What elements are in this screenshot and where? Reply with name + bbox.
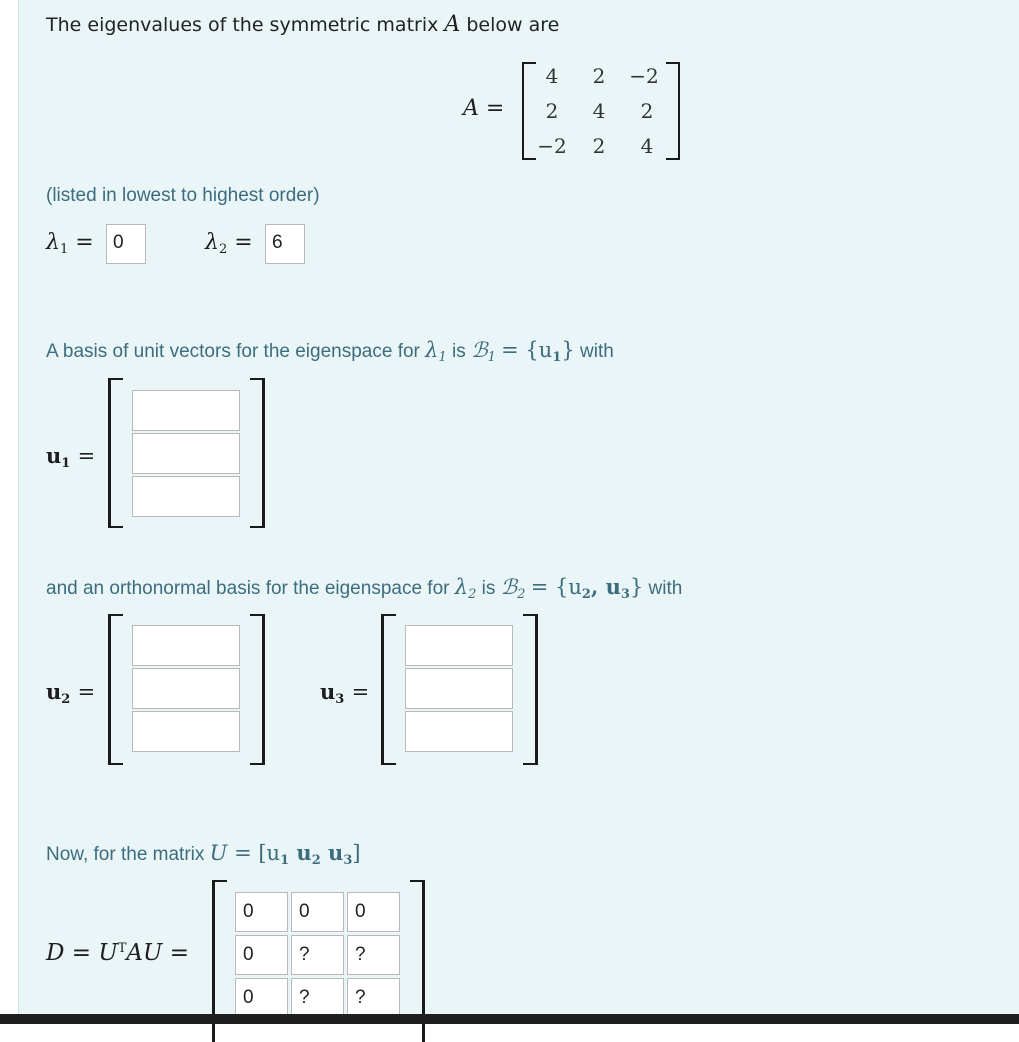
lambda1-label — [46, 230, 94, 255]
intro-sentence: The eigenvalues of the symmetric matrix — [46, 14, 439, 36]
u2-left-bracket — [108, 614, 123, 765]
matrix-d-label: $D = U^TAU$ = — [46, 940, 189, 966]
matrix-a-cell: 2 — [545, 99, 559, 123]
u3-label: u3 = — [320, 679, 370, 707]
basis2-sentence — [46, 574, 682, 600]
u1-entry-3[interactable] — [132, 476, 240, 517]
u2-entry-1[interactable] — [132, 625, 240, 666]
u1-left-bracket — [108, 378, 123, 528]
u2-entry-3[interactable] — [132, 711, 240, 752]
intro-after: below are — [466, 14, 560, 36]
matrix-a-cell: 2 — [592, 64, 606, 88]
lambda-subscript: 2 — [218, 242, 228, 257]
basis2-text: and an orthonormal basis for the eigenspace for — [46, 578, 450, 599]
d-entry-1-2[interactable]: 0 — [291, 892, 344, 932]
u2-label: u2 = — [46, 679, 96, 707]
lambda-symbol: λ1 — [425, 338, 447, 365]
basis-set: = {u2, u3} — [530, 574, 644, 602]
basis-set: = {u1} — [501, 338, 575, 365]
d-entry-2-2[interactable]: ? — [291, 935, 344, 975]
basis1-sentence — [46, 338, 614, 363]
u3-entry-1[interactable] — [405, 625, 513, 666]
u1-entry-2[interactable] — [132, 433, 240, 474]
lambda1-input[interactable]: 0 — [106, 224, 146, 264]
with-word: with — [580, 341, 614, 362]
u3-entry-2[interactable] — [405, 668, 513, 709]
matrix-a-cell: −2 — [629, 64, 659, 88]
lambda-symbol: λ — [205, 230, 219, 255]
matrix-a-cell: 4 — [592, 99, 606, 123]
u1-right-bracket — [250, 378, 265, 528]
lambda2-input[interactable]: 6 — [265, 224, 305, 264]
d-entry-1-3[interactable]: 0 — [347, 892, 400, 932]
u3-right-bracket — [523, 614, 538, 765]
d-entry-3-2[interactable]: ? — [291, 978, 344, 1018]
matrix-a-cell: 4 — [640, 134, 654, 158]
u1-label: u1 = — [46, 443, 96, 471]
equals-sign: = — [75, 230, 94, 255]
basis-symbol: ℬ2 — [500, 575, 526, 602]
lambda-subscript: 1 — [59, 242, 69, 257]
basis1-text: A basis of unit vectors for the eigenspace for — [46, 341, 420, 362]
d-entry-3-1[interactable]: 0 — [235, 978, 288, 1018]
d-entry-2-3[interactable]: ? — [347, 935, 400, 975]
u2-entry-2[interactable] — [132, 668, 240, 709]
u3-left-bracket — [381, 614, 396, 765]
lambda-symbol: λ2 — [454, 575, 477, 602]
matrix-u-text: Now, for the matrix — [46, 844, 205, 865]
matrix-a-right-bracket — [666, 62, 680, 160]
intro-text — [46, 12, 559, 37]
d-entry-1-1[interactable]: 0 — [235, 892, 288, 932]
with-word: with — [648, 578, 683, 599]
matrix-symbol: A — [444, 12, 461, 37]
matrix-u-definition: U = [u1 u2 u3] — [209, 840, 361, 868]
lambda-symbol: λ — [46, 230, 60, 255]
matrix-a-cell: −2 — [537, 134, 567, 158]
is-word: is — [481, 578, 496, 599]
is-word: is — [452, 341, 466, 362]
lambda2-label — [205, 230, 253, 255]
matrix-a-cell: 2 — [640, 99, 654, 123]
matrix-a-cell: 2 — [592, 134, 606, 158]
u1-entry-1[interactable] — [132, 390, 240, 431]
matrix-a-cell: 4 — [545, 64, 559, 88]
u2-right-bracket — [250, 614, 265, 765]
d-entry-2-1[interactable]: 0 — [235, 935, 288, 975]
basis-symbol: ℬ1 — [471, 338, 496, 365]
u3-entry-3[interactable] — [405, 711, 513, 752]
order-note: (listed in lowest to highest order) — [46, 185, 320, 206]
bottom-bar — [0, 1014, 1019, 1024]
d-entry-3-3[interactable]: ? — [347, 978, 400, 1018]
matrix-a-label: A = — [463, 96, 505, 121]
matrix-u-sentence — [46, 840, 361, 866]
equals-sign: = — [234, 230, 253, 255]
